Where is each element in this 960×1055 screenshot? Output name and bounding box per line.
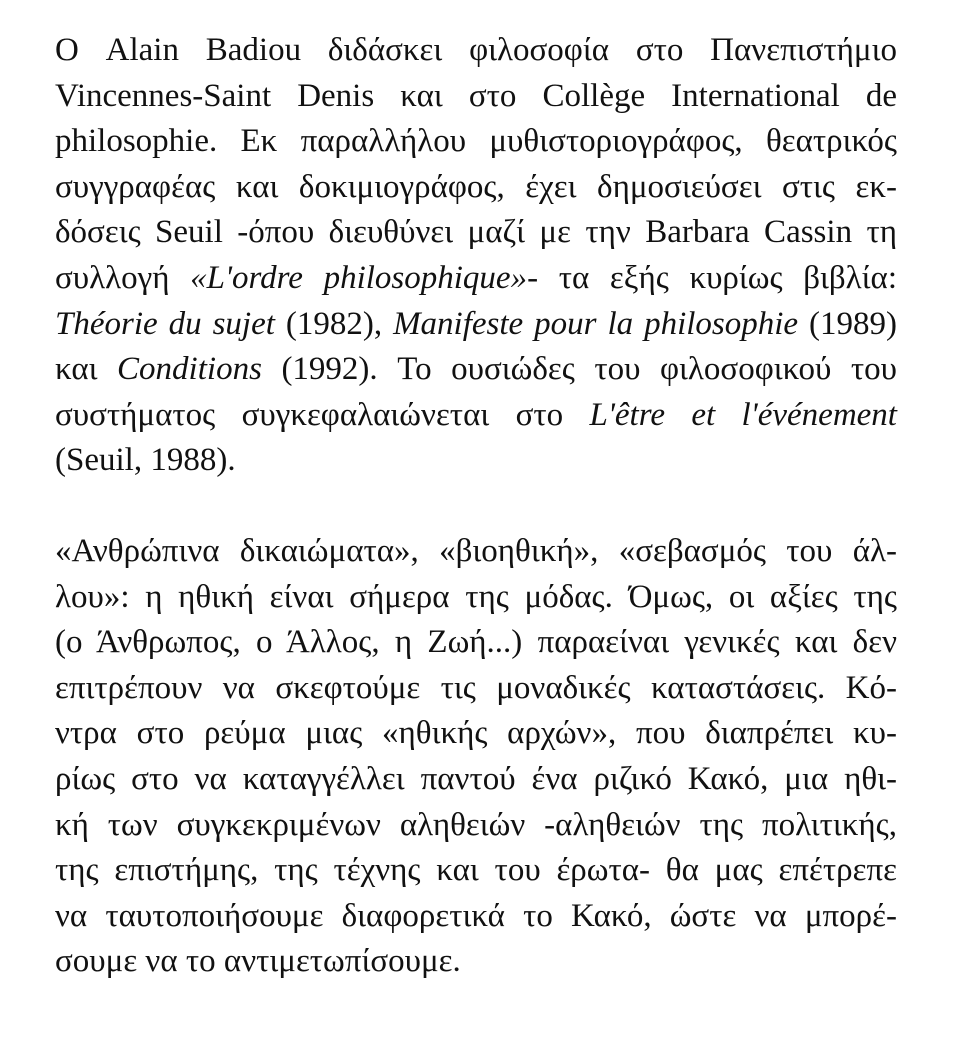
italic-title-text: Conditions [117,351,262,388]
bio-line [55,302,897,348]
text-segment: (1982), [274,305,394,342]
italic-title-text: «L'ordre philosophique» [190,259,528,296]
blurb-line [55,620,897,666]
book-blurb-paragraph [55,529,897,985]
bio-line [55,210,897,256]
blurb-line [55,529,897,575]
text-segment: και [55,351,118,388]
blurb-line [55,711,897,757]
text-segment: - τα εξής κυρίως βιβλία: [527,259,897,296]
text-segment: «Ανθρώπινα δικαιώματα», «βιοηθική», «σεβασμός του άλ- [55,532,897,569]
bio-line [55,119,897,165]
text-segment: Vincennes-Saint Denis και στο Collège International de [55,77,897,114]
text-segment: (ο Άνθρωπος, ο Άλλος, η Ζωή...) παραείναι γενικές και δεν [55,624,897,661]
text-segment: Ο Alain Badiou διδάσκει φιλοσοφία στο Πανεπιστήμιο [55,32,897,68]
bio-line [55,165,897,211]
text-segment: επιτρέπουν να σκεφτούμε τις μοναδικές καταστάσεις. Κό- [55,669,897,706]
italic-title-text: Manifeste pour la philosophie [393,305,799,342]
text-segment: ντρα στο ρεύμα μιας «ηθικής αρχών», που διαπρέπει κυ- [55,715,897,752]
text-segment: της επιστήμης, της τέχνης και του έρωτα- θα μας επέτρεπε [55,852,897,889]
back-cover-text [55,28,897,985]
italic-title-text: L'être et l'événement [589,396,897,433]
text-segment: δόσεις Seuil -όπου διευθύνει μαζί με την Barbara Cassin τη [55,214,897,251]
text-segment: (1989) [798,305,898,342]
text-segment: συστήματος συγκεφαλαιώνεται στο [55,396,590,433]
text-segment: κή των συγκεκριμένων αληθειών -αληθειών της πολιτικής, [55,806,897,843]
bio-line [55,438,897,484]
bio-line [55,74,897,120]
author-bio-paragraph [55,28,897,484]
text-segment: να ταυτοποιήσουμε διαφορετικά το Κακό, ώστε να μπορέ- [55,897,897,934]
paragraph-gap [55,484,897,529]
blurb-line [55,575,897,621]
bio-line [55,28,897,74]
text-segment: philosophie. Εκ παραλλήλου μυθιστοριογράφος, θεατρικός [55,123,897,160]
text-segment: συλλογή [55,259,191,296]
text-segment: σουμε να το αντιμετωπίσουμε. [55,943,461,980]
italic-title-text: Théorie du sujet [55,305,275,342]
text-segment: λου»: η ηθική είναι σήμερα της μόδας. Όμως, οι αξίες της [55,578,897,615]
blurb-line [55,894,897,940]
bio-line [55,347,897,393]
bio-line [55,256,897,302]
text-segment: συγγραφέας και δοκιμιογράφος, έχει δημοσιεύσει στις εκ- [55,168,897,205]
text-segment: (Seuil, 1988). [55,442,236,479]
blurb-line [55,939,897,985]
text-segment: ρίως στο να καταγγέλλει παντού ένα ριζικό Κακό, μια ηθι- [55,760,897,797]
blurb-line [55,803,897,849]
blurb-line [55,757,897,803]
bio-line [55,393,897,439]
text-segment: (1992). Το ουσιώδες του φιλοσοφικού του [261,351,897,388]
blurb-line [55,666,897,712]
blurb-line [55,848,897,894]
